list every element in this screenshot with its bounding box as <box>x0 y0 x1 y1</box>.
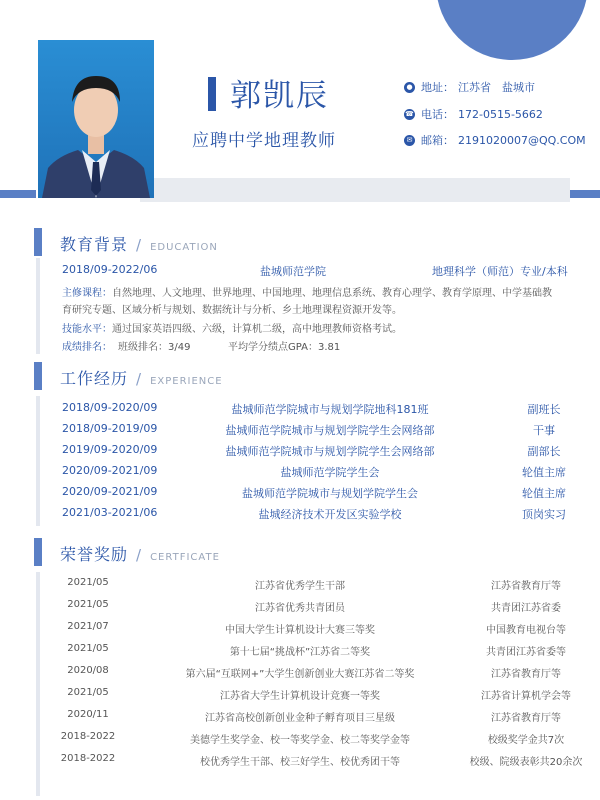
header-band-accent-left <box>0 190 36 198</box>
skills-line: 技能水平：通过国家英语四级、六级，计算机二级，高中地理教师资格考试。 <box>62 324 402 335</box>
experience-heading: 工作经历 / EXPERIENCE <box>60 369 223 388</box>
person-portrait-icon <box>38 40 154 198</box>
contact-address: ● 地址： 江苏省 盐城市 <box>404 79 535 95</box>
section-accent-bar <box>34 538 42 566</box>
location-pin-icon: ● <box>404 82 415 93</box>
list-item: 2020/08 第六届“互联网+”大学生创新创业大赛江苏省二等奖 江苏省教育厅等 <box>67 665 561 680</box>
section-accent-bar <box>34 362 42 390</box>
list-item: 2020/11 江苏省高校创新创业金种子孵育项目三星级 江苏省教育厅等 <box>67 709 561 724</box>
awards-heading: 荣誉奖励 / CERTFICATE <box>60 545 220 564</box>
list-item: 2021/05 江苏省优秀共青团员 共青团江苏省委 <box>67 599 561 614</box>
profile-photo <box>38 40 154 198</box>
list-item: 2021/05 江苏省优秀学生干部 江苏省教育厅等 <box>67 577 561 592</box>
list-item: 2018-2022 校优秀学生干部、校三好学生、校优秀团干等 校级、院级表彰共20余次 <box>60 753 583 768</box>
list-item: 2021/03-2021/06 盐城经济技术开发区实验学校 顶岗实习 <box>62 506 566 521</box>
candidate-name: 郭凯辰 <box>230 78 329 114</box>
contact-email: ✉ 邮箱： 2191020007@QQ.COM <box>404 132 586 148</box>
courses-line: 主修课程：自然地理、人文地理、世界地理、中国地理、地理信息系统、教育心理学、教育学原理、中学基础教 <box>62 288 552 299</box>
education-heading: 教育背景 / EDUCATION <box>60 235 218 254</box>
list-item: 2018/09-2019/09 盐城师范学院城市与规划学院学生会网络部 干事 <box>62 422 555 437</box>
job-title: 应聘中学地理教师 <box>192 131 336 151</box>
list-item: 2018/09-2020/09 盐城师范学院城市与规划学院地科181班 副班长 <box>62 401 561 416</box>
name-accent-bar <box>208 77 216 111</box>
section-accent-bar <box>34 228 42 256</box>
list-item: 2019/09-2020/09 盐城师范学院城市与规划学院学生会网络部 副部长 <box>62 443 561 458</box>
list-item: 2021/07 中国大学生计算机设计大赛三等奖 中国教育电视台等 <box>67 621 566 636</box>
decorative-circle <box>436 0 588 60</box>
courses-line-2: 育研究专题、区域分析与规划、数据统计与分析、乡土地理课程资源开发等。 <box>62 305 402 316</box>
list-item: 2021/05 第十七届“挑战杯”江苏省二等奖 共青团江苏省委等 <box>67 643 566 658</box>
list-item: 2018-2022 美德学生奖学金、校一等奖学金、校二等奖学金等 校级奖学金共7次 <box>60 731 565 746</box>
rank-line: 成绩排名： 班级排名：3/49 平均学分绩点GPA：3.81 <box>62 342 341 353</box>
list-item: 2021/05 江苏省大学生计算机设计竞赛一等奖 江苏省计算机学会等 <box>67 687 571 702</box>
list-item: 2020/09-2021/09 盐城师范学院学生会 轮值主席 <box>62 464 566 479</box>
education-row: 2018/09-2022/06 盐城师范学院 地理科学（师范）专业/本科 <box>62 263 568 278</box>
contact-phone: ☎ 电话： 172-0515-5662 <box>405 107 543 121</box>
header-band-accent-right <box>570 190 600 198</box>
list-item: 2020/09-2021/09 盐城师范学院城市与规划学院学生会 轮值主席 <box>62 485 566 500</box>
phone-icon: ☎ <box>405 109 414 118</box>
header-band <box>140 178 570 202</box>
mail-icon: ✉ <box>404 135 415 146</box>
